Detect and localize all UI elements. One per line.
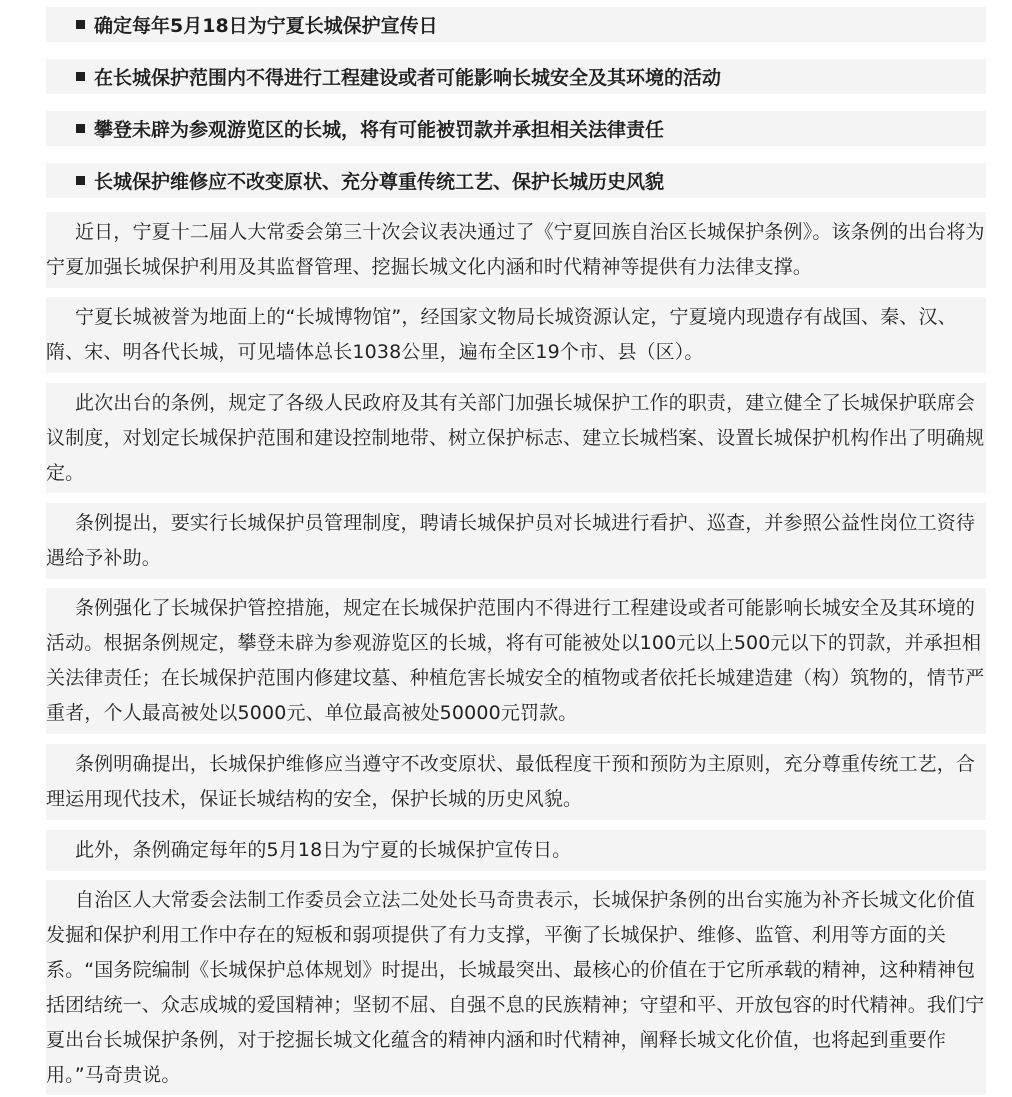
headline-2 (46, 59, 986, 94)
paragraph-1: 近日，宁夏十二届人大常委会第三十次会议表决通过了《宁夏回族自治区长城保护条例》。该条例的出台将为宁夏加强长城保护利用及其监督管理、挖掘长城文化内涵和时代精神等提供有力法律支撑。 (46, 212, 986, 288)
paragraph-3: 此次出台的条例，规定了各级人民政府及其有关部门加强长城保护工作的职责，建立健全了长城保护联席会议制度，对划定长城保护范围和建设控制地带、树立保护标志、建立长城档案、设置长城保护机构作出了明确规定。 (46, 383, 986, 493)
headline-text: 攀登未辟为参观游览区的长城，将有可能被罚款并承担相关法律责任 (94, 119, 665, 141)
paragraph-8: 自治区人大常委会法制工作委员会立法二处处长马奇贵表示，长城保护条例的出台实施为补齐长城文化价值发掘和保护利用工作中存在的短板和弱项提供了有力支撑，平衡了长城保护、维修、监管、利用等方面的关系。“国务院编制《长城保护总体规划》时提出，长城最突出、最核心的价值在于它所承载的精神，这种精神包括团结统一、众志成城的爱国精神；坚韧不屈、自强不息的民族精神；守望和平、开放包容的时代精神。我们宁夏出台长城保护条例，对于挖掘长城文化蕴含的精神内涵和时代精神，阐释长城文化价值，也将起到重要作用。”马奇贵说。 (46, 880, 986, 1095)
paragraph-2: 宁夏长城被誉为地面上的“长城博物馆”，经国家文物局长城资源认定，宁夏境内现遗存有战国、秦、汉、隋、宋、明各代长城，可见墙体总长1038公里，遍布全区19个市、县（区）。 (46, 297, 986, 373)
headline-4 (46, 163, 986, 198)
square-bullet-icon (76, 176, 85, 185)
headline-text: 在长城保护范围内不得进行工程建设或者可能影响长城安全及其环境的活动 (94, 67, 722, 89)
headline-1 (46, 7, 986, 42)
paragraph-5: 条例强化了长城保护管控措施，规定在长城保护范围内不得进行工程建设或者可能影响长城安全及其环境的活动。根据条例规定，攀登未辟为参观游览区的长城，将有可能被处以100元以上500元以下的罚款，并承担相关法律责任；在长城保护范围内修建坟墓、种植危害长城安全的植物或者依托长城建造建（构）筑物的，情节严重者，个人最高被处以5000元、单位最高被处50000元罚款。 (46, 588, 986, 734)
headline-text: 确定每年5月18日为宁夏长城保护宣传日 (94, 15, 438, 37)
paragraph-7: 此外，条例确定每年的5月18日为宁夏的长城保护宣传日。 (46, 830, 986, 871)
paragraph-4: 条例提出，要实行长城保护员管理制度，聘请长城保护员对长城进行看护、巡查，并参照公益性岗位工资待遇给予补助。 (46, 503, 986, 579)
headline-3 (46, 111, 986, 146)
headline-text: 长城保护维修应不改变原状、充分尊重传统工艺、保护长城历史风貌 (94, 171, 665, 193)
paragraph-6: 条例明确提出，长城保护维修应当遵守不改变原状、最低程度干预和预防为主原则，充分尊重传统工艺，合理运用现代技术，保证长城结构的安全，保护长城的历史风貌。 (46, 744, 986, 820)
square-bullet-icon (76, 124, 85, 133)
square-bullet-icon (76, 20, 85, 29)
square-bullet-icon (76, 72, 85, 81)
